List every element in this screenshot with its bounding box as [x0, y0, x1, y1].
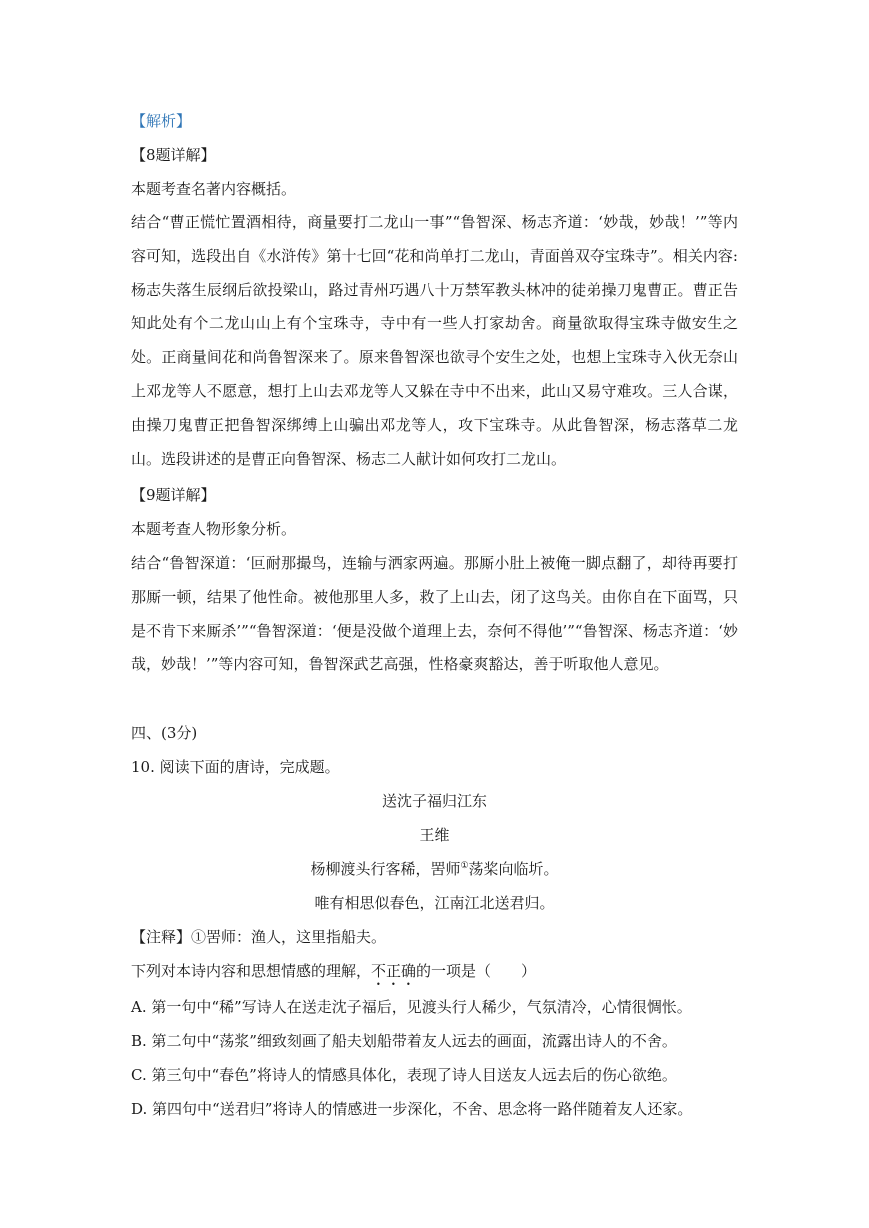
option-a[interactable]: A. 第一句中“稀”写诗人在送走沈子福后，见渡头行人稀少，气氛清冷，心情很惆怅。 [131, 998, 692, 1016]
poem-line-1 [131, 859, 738, 879]
poem-note: 【注释】①罟师：渔人，这里指船夫。 [131, 928, 387, 946]
q8-body: 结合“曹正慌忙置酒相待，商量要打二龙山一事”“鲁智深、杨志齐道：‘妙哉，妙哉！’”等内容可知，选段出自《水浒传》第十七回“花和尚单打二龙山，青面兽双夺宝珠寺”。相关内容:杨志失落生辰纲后欲投梁山，路过青州巧遇八十万禁军教头林冲的徒弟操刀鬼曹正。曹正告知此处有个二龙山山上有个宝珠寺，寺中有一些人打家劫舍。商量欲取得宝珠寺做安生之处。正商量间花和尚鲁智深来了。原来鲁智深也欲寻个安生之处，也想上宝珠寺入伙无奈山上邓龙等人不愿意，想打上山去邓龙等人又躲在寺中不出来，此山又易守难攻。三人合谋，由操刀鬼曹正把鲁智深绑缚上山骗出邓龙等人，攻下宝珠寺。从此鲁智深，杨志落草二龙山。选段讲述的是曹正向鲁智深、杨志二人献计如何攻打二龙山。 [131, 213, 738, 468]
question-text-pre: 下列对本诗内容和思想情感的理解， [131, 962, 372, 980]
option-b[interactable]: B. 第二句中“荡浆”细致刻画了船夫划船带着友人远去的画面，流露出诗人的不舍。 [131, 1032, 677, 1050]
section-heading: 四、(3分) [131, 724, 198, 742]
poem-line-1-part2: 荡桨向临圻。 [468, 860, 559, 878]
q10-stem: 10. 阅读下面的唐诗，完成题。 [131, 758, 340, 776]
q9-header: 【9题详解】 [131, 486, 216, 504]
option-d[interactable]: D. 第四句中“送君归”将诗人的情感进一步深化，不舍、思念将一路伴随着友人还家。 [131, 1100, 693, 1118]
poem-line-2: 唯有相思似春色，江南江北送君归。 [314, 894, 555, 912]
question-emphasis: 不正确 [371, 962, 417, 980]
q8-intro: 本题考查名著内容概括。 [131, 180, 297, 198]
q9-body: 结合“鲁智深道：‘叵耐那撮鸟，连输与洒家两遍。那厮小肚上被俺一脚点翻了，却待再要打那厮一顿，结果了他性命。被他那里人多，救了上山去，闭了这鸟关。由你自在下面骂，只是不肯下来厮杀’”“鲁智深道：‘便是没做个道理上去，奈何不得他’”“鲁智深、杨志齐道：‘妙哉，妙哉！’”等内容可知，鲁智深武艺高强，性格豪爽豁达，善于听取他人意见。 [131, 554, 738, 674]
poem-author: 王维 [419, 826, 450, 844]
poem-title: 送沈子福归江东 [381, 792, 487, 810]
footnote-marker: ① [460, 861, 469, 871]
q8-header: 【8题详解】 [131, 146, 216, 164]
q10-question [131, 961, 536, 989]
q9-intro: 本题考查人物形象分析。 [131, 520, 297, 538]
option-c[interactable]: C. 第三句中“春色”将诗人的情感具体化，表现了诗人目送友人远去后的伤心欲绝。 [131, 1066, 677, 1084]
poem-line-1-part1: 杨柳渡头行客稀，罟师 [310, 860, 461, 878]
question-text-post: 的一项是（ ） [416, 962, 537, 980]
analysis-header: 【解析】 [131, 112, 192, 130]
